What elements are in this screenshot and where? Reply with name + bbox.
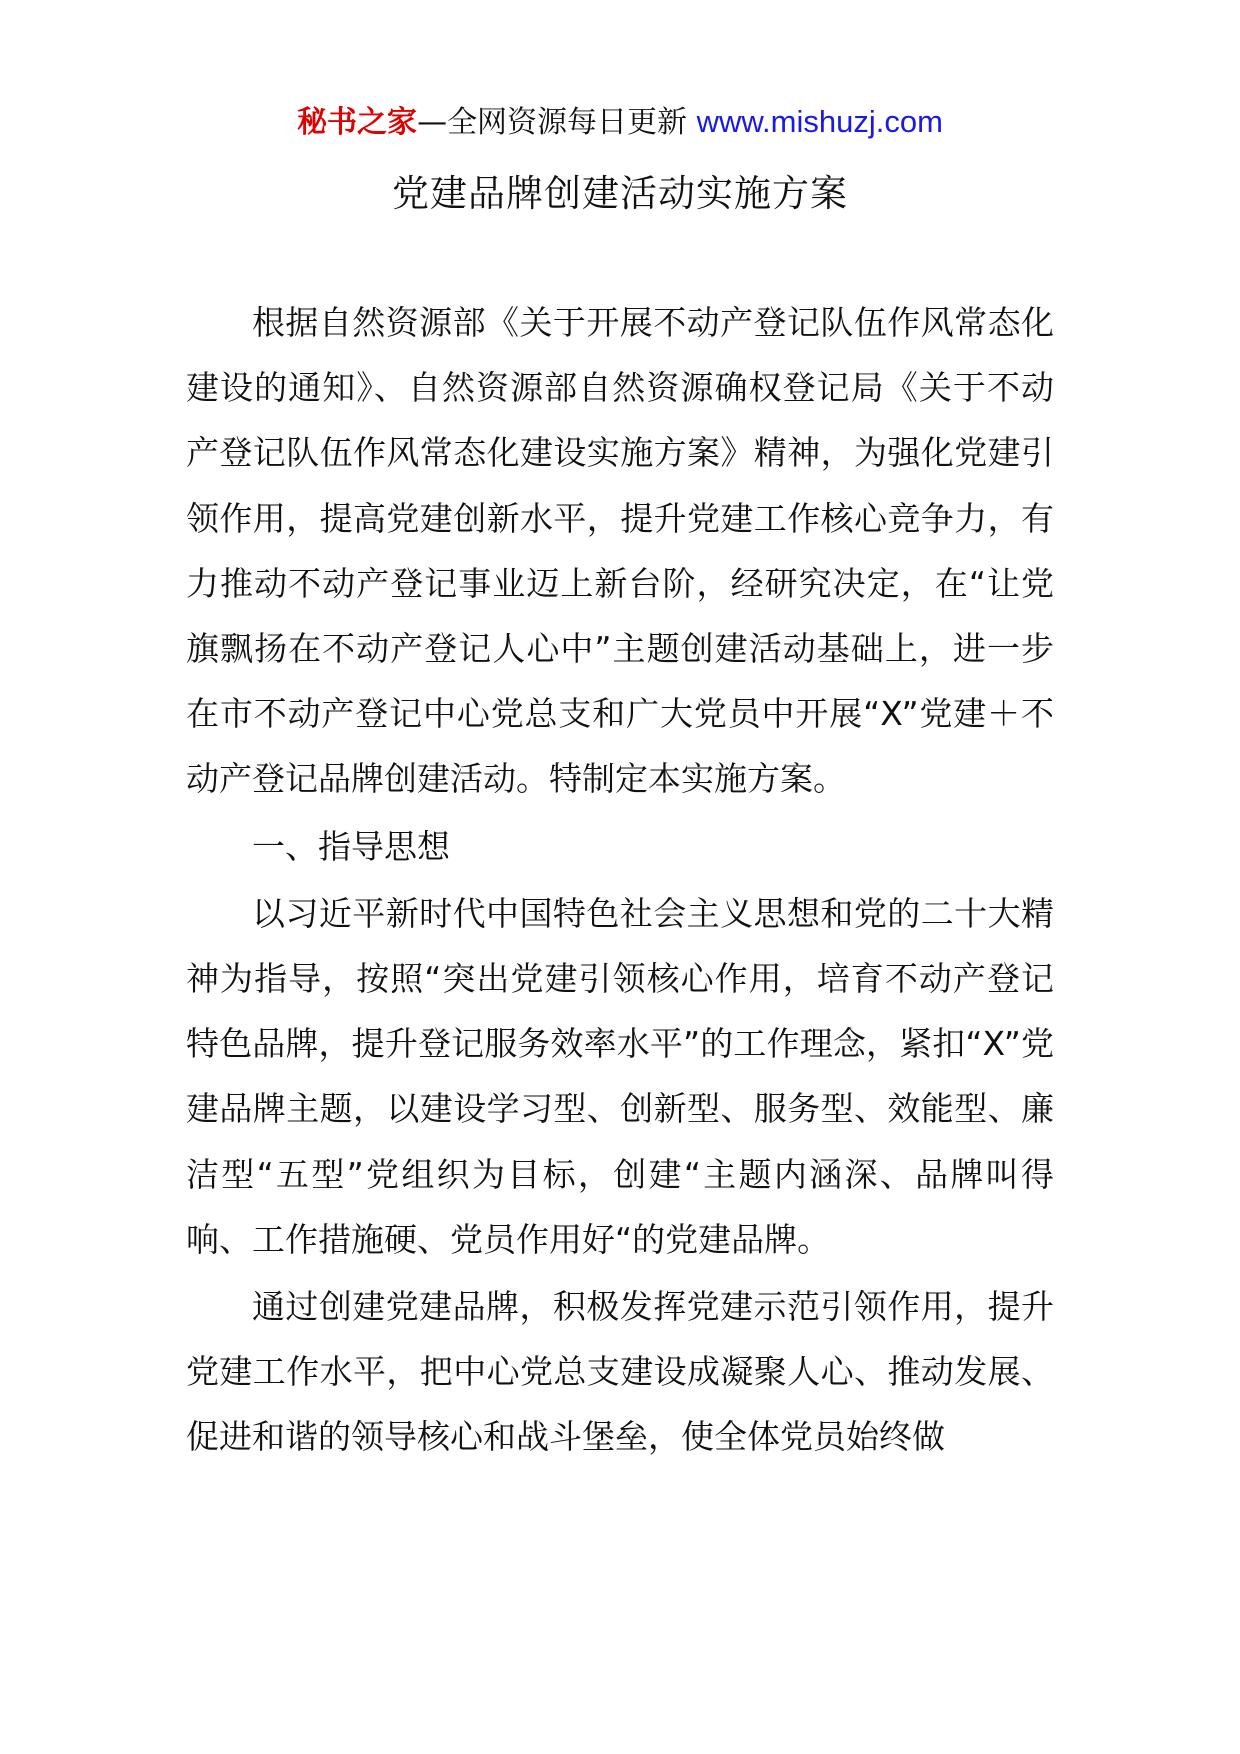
site-banner (0, 100, 1240, 145)
banner-slogan: —全网资源每日更新 (417, 105, 697, 140)
document-title: 党建品牌创建活动实施方案 (392, 172, 848, 215)
guiding-thought-paragraph: 以习近平新时代中国特色社会主义思想和党的二十大精神为指导，按照“突出党建引领核心作用，培育不动产登记特色品牌，提升登记服务效率水平”的工作理念，紧扣“X”党建品牌主题，以建设学习型、创新型、服务型、效能型、廉洁型“五型”党组织为目标，创建“主题内涵深、品牌叫得响、工作措施硬、党员作用好“的党建品牌。 (186, 893, 1054, 1259)
site-url[interactable]: www.mishuzj.com (696, 104, 943, 139)
brand-name: 秘书之家 (297, 105, 418, 140)
section-heading: 一、指导思想 (252, 826, 450, 866)
document-body (186, 290, 1054, 1470)
goal-paragraph: 通过创建党建品牌，积极发挥党建示范引领作用，提升党建工作水平，把中心党总支建设成凝聚人心、推动发展、促进和谐的领导核心和战斗堡垒，使全体党员始终做 (186, 1287, 1054, 1457)
intro-paragraph: 根据自然资源部《关于开展不动产登记队伍作风常态化建设的通知》、自然资源部自然资源确权登记局《关于不动产登记队伍作风常态化建设实施方案》精神，为强化党建引领作用，提高党建创新水平，提升党建工作核心竞争力，有力推动不动产登记事业迈上新台阶，经研究决定，在“让党旗飘扬在不动产登记人心中”主题创建活动基础上，进一步在市不动产登记中心党总支和广大党员中开展“X”党建＋不动产登记品牌创建活动。特制定本实施方案。 (186, 303, 1054, 799)
